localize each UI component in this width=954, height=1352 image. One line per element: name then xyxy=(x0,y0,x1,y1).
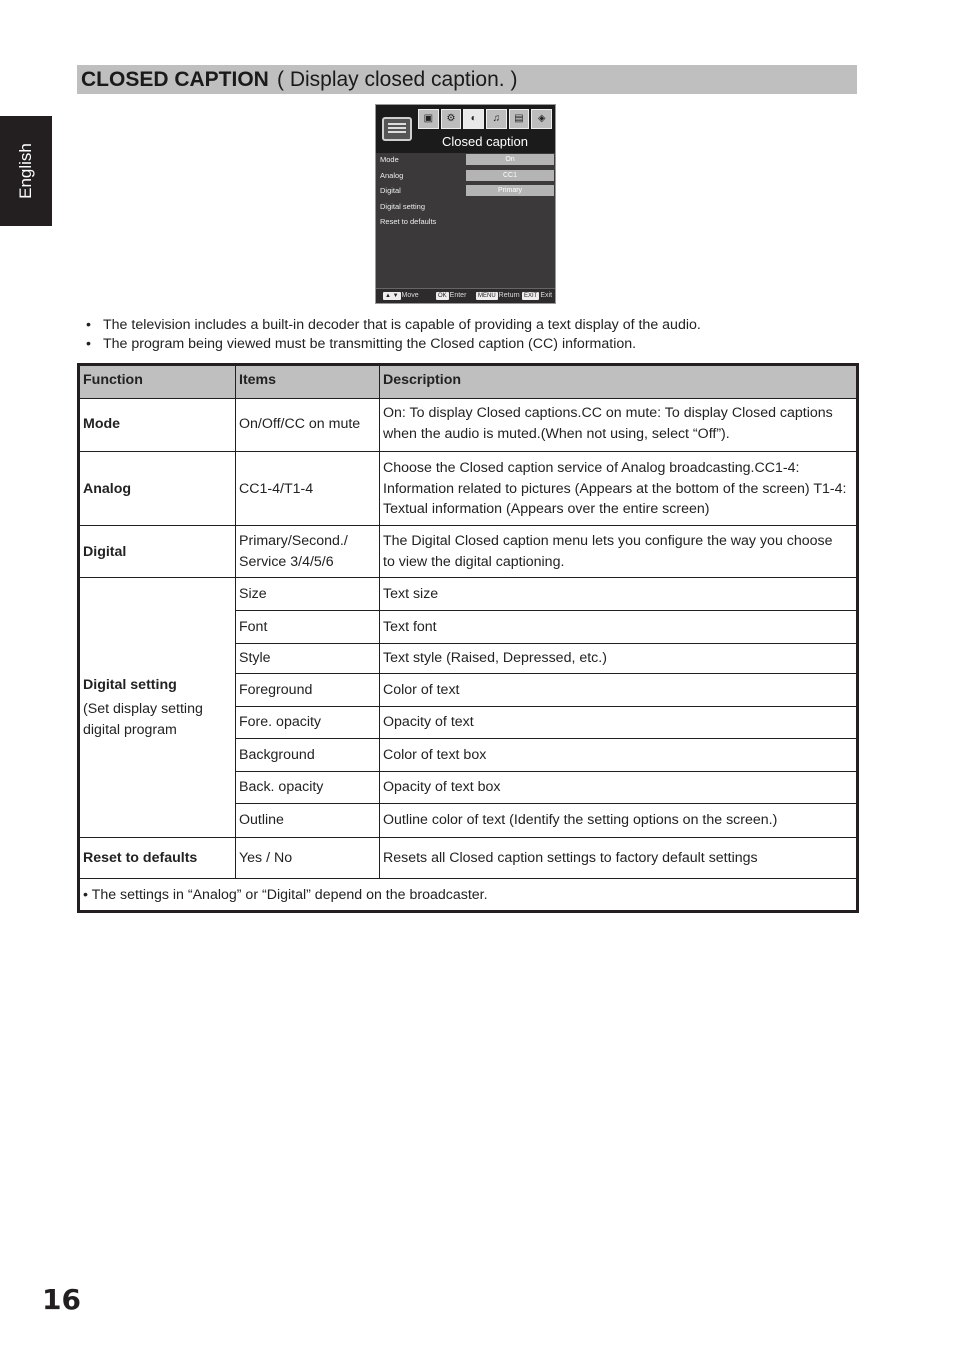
setting-item-font: Font xyxy=(239,619,268,635)
row-analog-description: Choose the Closed caption service of Analog broadcasting.CC1-4: Information related to pictures (Appears at the bottom of the screen) T1-4: Textual information (Appears over the entire screen) xyxy=(383,460,847,517)
tv-menu-caption: Closed caption xyxy=(442,134,528,149)
header-description: Description xyxy=(383,372,462,388)
setting-desc-font: Text font xyxy=(383,619,437,635)
tv-menu-value-analog: CC1 xyxy=(466,170,554,181)
row-digital-items: Primary/Second./ Service 3/4/5/6 xyxy=(239,533,348,570)
bullet-item: • The program being viewed must be transmitting the Closed caption (CC) information. xyxy=(86,335,637,352)
table-footnote: • The settings in “Analog” or “Digital” depend on the broadcaster. xyxy=(83,887,488,903)
setting-item-foreground: Foreground xyxy=(239,682,313,698)
row-reset-function: Reset to defaults xyxy=(83,850,198,866)
row-digital-description: The Digital Closed caption menu lets you configure the way you choose to view the digital captioning. xyxy=(383,533,833,570)
row-digital-function: Digital xyxy=(83,544,127,560)
row-mode-description: On: To display Closed captions.CC on mute: To display Closed captions when the audio is muted.(When not using, select “Off”). xyxy=(383,405,833,442)
tv-menu-tab-icons xyxy=(418,109,552,129)
move-hint: Move xyxy=(401,292,419,299)
language-tab xyxy=(0,116,52,226)
row-reset-description: Resets all Closed caption settings to factory default settings xyxy=(383,850,758,866)
picture-tab-icon: ▣ xyxy=(418,109,439,129)
section-title-bar xyxy=(77,65,857,94)
function-table xyxy=(77,363,859,913)
tv-menu-screenshot xyxy=(375,104,556,304)
tv-menu-value-mode: On xyxy=(466,154,554,165)
setup-tab-icon: ⚙ xyxy=(441,109,462,129)
setting-desc-fore-opacity: Opacity of text xyxy=(383,714,474,730)
row-mode-items: On/Off/CC on mute xyxy=(239,416,361,432)
setting-desc-back-opacity: Opacity of text box xyxy=(383,779,501,795)
language-tab-label: English xyxy=(16,143,35,199)
tv-menu-footer xyxy=(376,288,555,303)
lock-tab-icon: ◈ xyxy=(531,109,552,129)
ok-key-icon: OK xyxy=(438,293,447,299)
setting-desc-foreground: Color of text xyxy=(383,682,460,698)
bullet-item: • The television includes a built-in decoder that is capable of providing a text display of the audio. xyxy=(86,317,701,333)
move-keys-icon: ▲ ▼ xyxy=(385,293,399,299)
row-mode-function: Mode xyxy=(83,416,121,432)
section-subtitle: ( Display closed caption. ) xyxy=(277,68,518,91)
row-reset-items: Yes / No xyxy=(239,850,293,866)
setting-desc-outline: Outline color of text (Identify the setting options on the screen.) xyxy=(383,812,778,828)
audio-tab-icon: ♫ xyxy=(486,109,507,129)
section-title: CLOSED CAPTION xyxy=(81,68,269,91)
row-digital-setting-note: (Set display setting digital program xyxy=(83,701,203,738)
caption-tab-icon: ◐ xyxy=(463,109,484,129)
exit-key-icon: EXIT xyxy=(524,293,538,299)
setting-item-back-opacity: Back. opacity xyxy=(239,779,324,795)
tv-menu-row-digital: Digital xyxy=(380,186,401,195)
setting-item-background: Background xyxy=(239,747,315,763)
tv-menu-value-digital: Primary xyxy=(466,185,554,196)
tv-menu-row-digital-setting: Digital setting xyxy=(380,202,426,211)
exit-hint: Exit xyxy=(540,292,553,299)
channel-tab-icon: ▤ xyxy=(509,109,530,129)
header-function: Function xyxy=(83,372,143,388)
tv-menu-row-mode: Mode xyxy=(380,155,399,164)
intro-bullets xyxy=(86,316,701,353)
row-analog-items: CC1-4/T1-4 xyxy=(239,481,314,497)
menu-key-icon: MENU xyxy=(478,293,496,299)
tv-menu-row-analog: Analog xyxy=(380,171,404,180)
header-items: Items xyxy=(239,372,277,388)
setting-desc-background: Color of text box xyxy=(383,747,487,763)
row-analog-function: Analog xyxy=(83,481,132,497)
enter-hint: Enter xyxy=(449,292,467,299)
setting-desc-size: Text size xyxy=(383,586,439,602)
row-digital-setting-function: Digital setting xyxy=(83,677,177,693)
setting-item-size: Size xyxy=(239,586,267,602)
tv-icon xyxy=(382,117,412,141)
setting-item-fore-opacity: Fore. opacity xyxy=(239,714,322,730)
page-number: 16 xyxy=(42,1283,81,1316)
return-hint: Return xyxy=(498,292,520,299)
setting-item-style: Style xyxy=(239,650,271,666)
setting-item-outline: Outline xyxy=(239,812,284,828)
tv-menu-row-reset: Reset to defaults xyxy=(380,217,437,226)
setting-desc-style: Text style (Raised, Depressed, etc.) xyxy=(383,650,607,666)
table-header-row xyxy=(80,366,856,399)
